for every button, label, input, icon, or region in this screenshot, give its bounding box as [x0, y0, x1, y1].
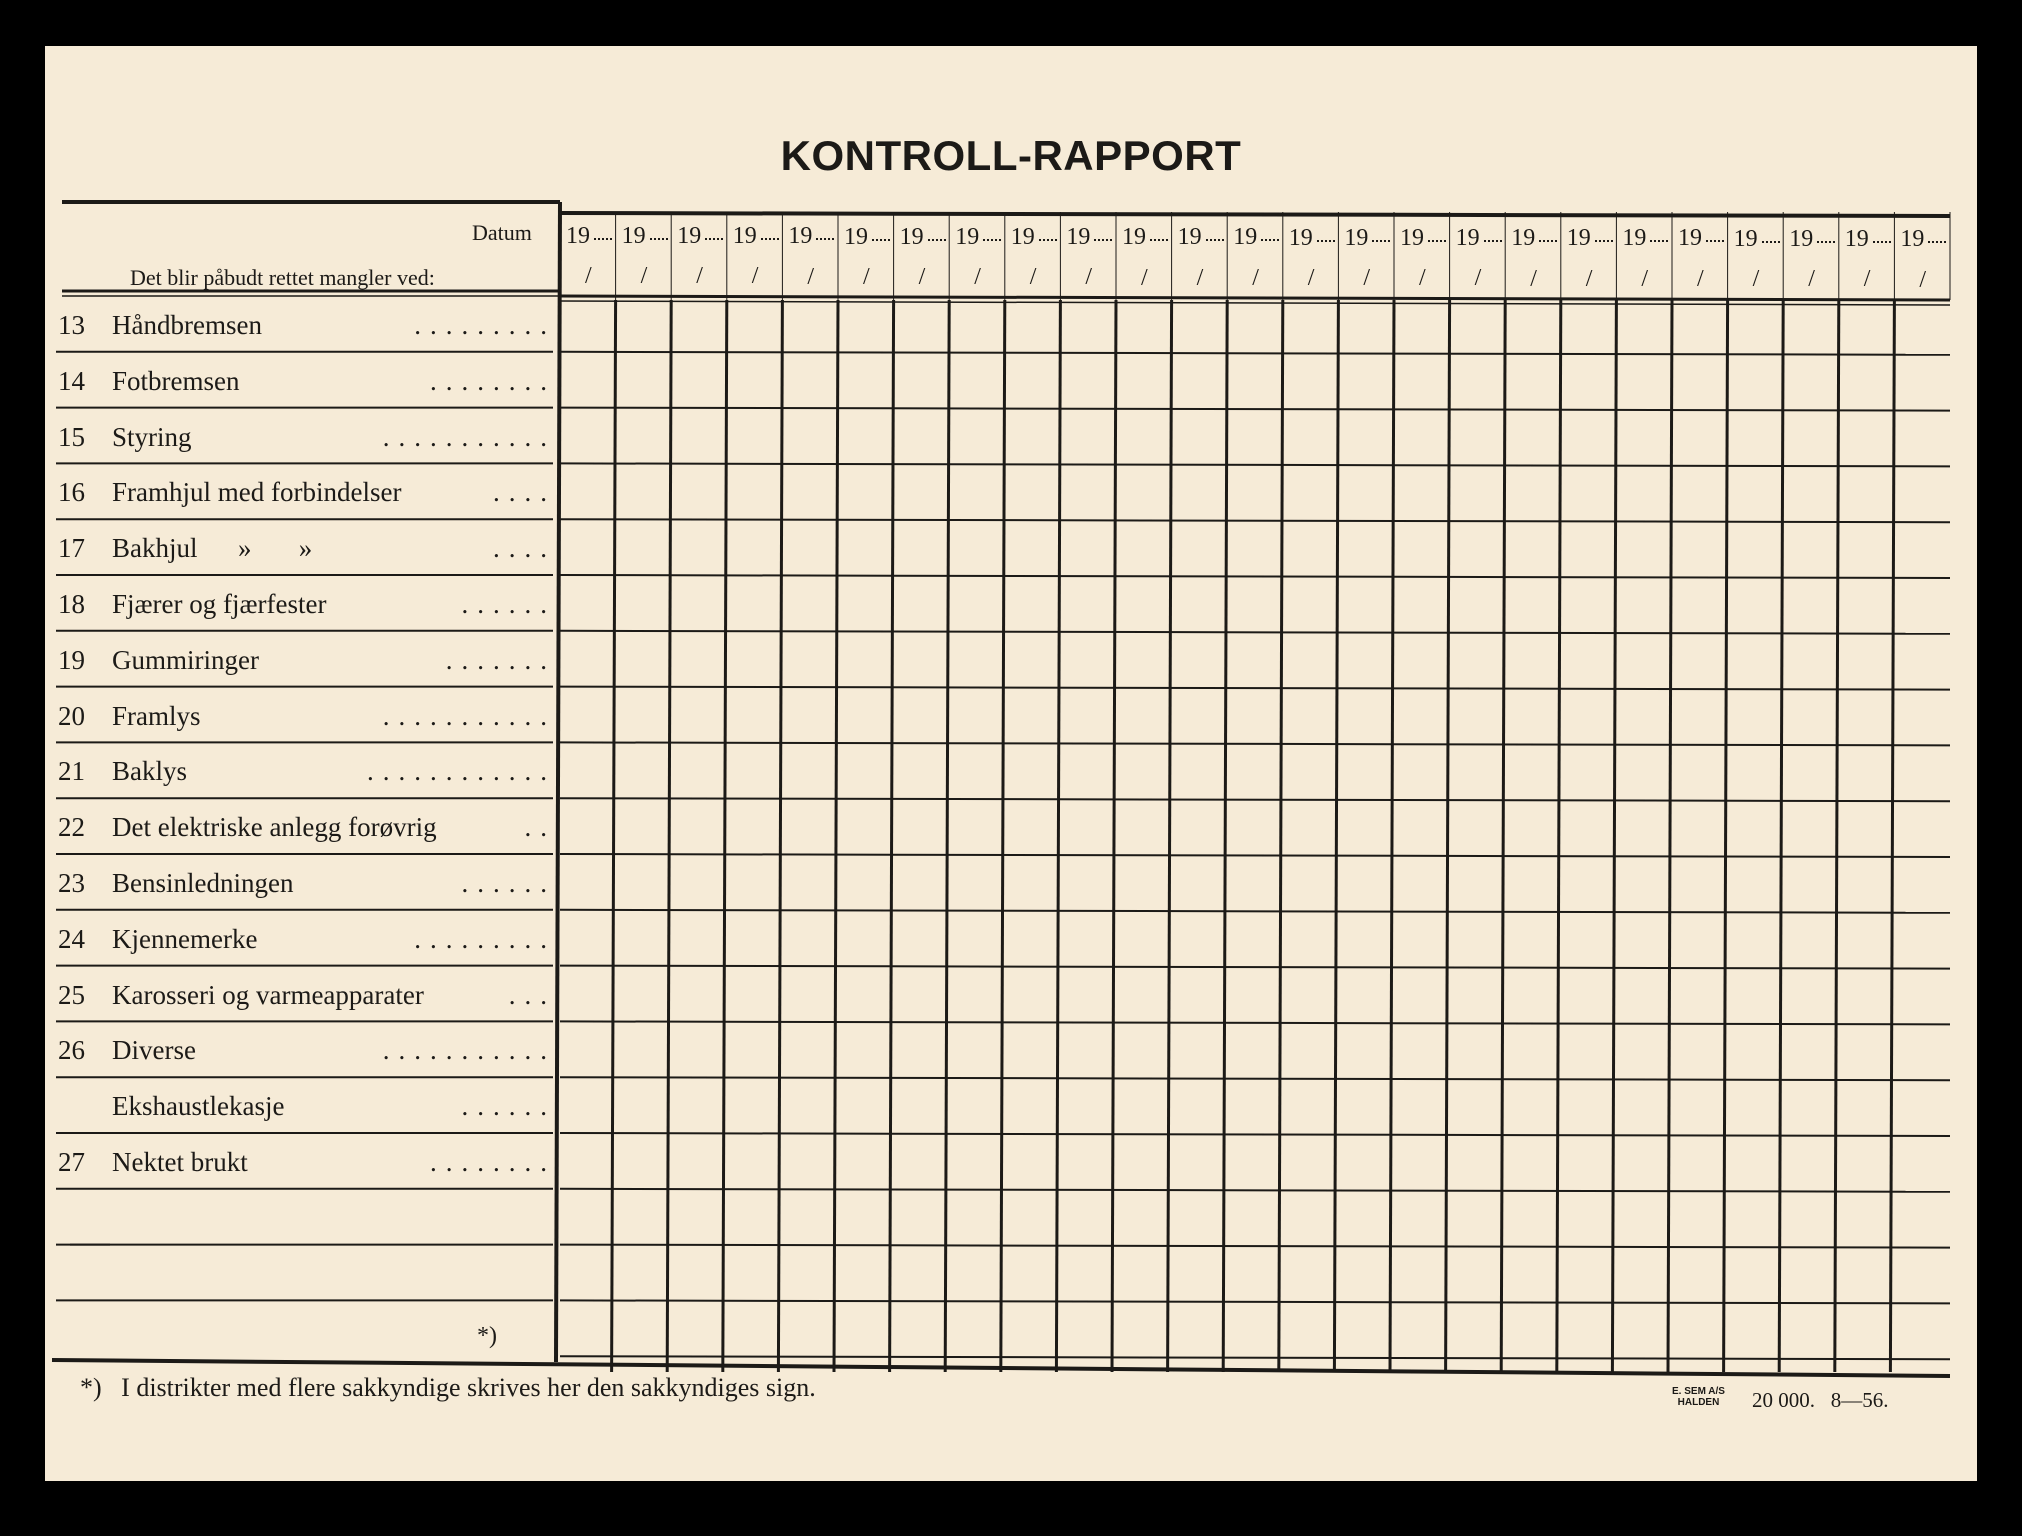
column-year: 19 [955, 223, 980, 250]
column-divider [723, 300, 727, 1372]
row-leader-dots: .... [493, 533, 556, 564]
row-label: Kjennemerke [112, 923, 258, 954]
printer-name: E. SEM A/S [1672, 1386, 1725, 1397]
row-label: Håndbremsen [112, 310, 262, 340]
row-number: 27 [58, 1147, 85, 1177]
row-label: Fjærer og fjærfester [112, 589, 327, 619]
column-date-slash: / [1307, 264, 1315, 291]
column-year: 19 [1066, 224, 1091, 251]
column-date-slash: / [751, 263, 759, 290]
row-rule-grid [560, 742, 1950, 745]
column-date-slash: / [1863, 266, 1871, 293]
column-date-slash: / [1363, 265, 1371, 292]
column-divider [1001, 300, 1005, 1372]
column-year-dots [1428, 240, 1446, 242]
column-year: 19 [1566, 225, 1591, 252]
row-number: 22 [58, 812, 85, 843]
column-divider [1724, 300, 1728, 1372]
row-rule-grid [560, 1189, 1950, 1192]
column-divider [1890, 300, 1894, 1372]
column-year: 19 [1511, 225, 1536, 252]
column-year-dots [1817, 241, 1835, 243]
row-leader-dots: ......... [414, 923, 556, 954]
column-divider [1279, 300, 1283, 1372]
row-leader-dots: ........... [382, 421, 556, 452]
row-rule-grid [560, 519, 1950, 522]
row-leader-dots: ......... [414, 310, 556, 340]
column-year: 19 [621, 223, 646, 250]
row-rule-grid [560, 687, 1950, 690]
column-divider [834, 300, 838, 1372]
column-year-dots [1484, 240, 1502, 242]
column-date-slash: / [696, 263, 703, 290]
row-rule-grid [560, 352, 1950, 355]
row-leader-dots: ...... [461, 868, 556, 898]
column-year: 19 [1789, 225, 1814, 252]
header-rule-right [560, 301, 1950, 305]
datum-label: Datum [472, 220, 532, 245]
column-year: 19 [1010, 223, 1035, 250]
row-number: 14 [58, 365, 85, 396]
column-date-slash: / [1752, 266, 1760, 293]
column-date-slash: / [863, 263, 870, 290]
row-label: Nektet brukt [112, 1147, 248, 1177]
column-divider [1501, 300, 1505, 1372]
row-label: Ekshaustlekasje [112, 1091, 285, 1122]
column-date-slash: / [1029, 264, 1037, 291]
column-year: 19 [1233, 224, 1258, 251]
column-year: 19 [1400, 224, 1424, 251]
row-rule-grid [560, 1245, 1950, 1248]
signature-mark: *) [477, 1323, 497, 1349]
column-date-slash: / [1919, 266, 1927, 293]
row-leader-dots: ........... [382, 1035, 556, 1066]
row-number: 24 [58, 923, 85, 954]
column-year-dots [1706, 240, 1724, 242]
row-rule-grid [560, 910, 1950, 913]
row-rule-grid [560, 631, 1950, 634]
column-year: 19 [1900, 225, 1925, 252]
column-year: 19 [566, 223, 590, 249]
row-number: 21 [58, 756, 85, 787]
column-year: 19 [844, 223, 868, 250]
column-divider [1112, 300, 1116, 1372]
column-divider [1446, 300, 1450, 1372]
column-year: 19 [1288, 224, 1313, 251]
row-number: 25 [58, 979, 85, 1010]
row-label: Fotbremsen [112, 365, 240, 396]
column-divider [945, 300, 949, 1372]
column-divider [1056, 300, 1060, 1372]
row-label: Karosseri og varmeapparater [112, 979, 424, 1010]
column-year-dots [1150, 239, 1168, 241]
column-date-slash: / [1641, 265, 1649, 292]
row-leader-dots: .. [524, 812, 556, 843]
row-leader-dots: ... [508, 979, 556, 1010]
column-year: 19 [1344, 224, 1369, 251]
row-leader-dots: ........... [382, 700, 556, 731]
column-date-slash: / [1474, 265, 1482, 292]
column-divider [667, 300, 671, 1372]
row-number: 13 [58, 310, 85, 340]
column-year-dots [1206, 239, 1224, 241]
instruction-subheading: Det blir påbudt rettet mangler ved: [130, 265, 435, 290]
column-year-dots [1539, 240, 1557, 242]
row-number: 23 [58, 868, 85, 898]
column-date-slash: / [1530, 265, 1537, 292]
row-rule-grid [560, 1300, 1950, 1303]
column-year: 19 [1455, 224, 1480, 251]
edition-note: 20 000. 8—56. [1752, 1388, 1889, 1412]
column-divider [778, 300, 782, 1372]
column-divider [1223, 300, 1227, 1372]
row-rule-grid [560, 408, 1950, 411]
row-rule-grid [560, 1133, 1950, 1136]
row-number: 16 [58, 477, 85, 508]
row-number: 15 [58, 421, 85, 452]
column-divider [1334, 300, 1338, 1372]
column-year-dots [705, 238, 723, 240]
column-divider [612, 300, 616, 1372]
row-number: 17 [58, 533, 85, 564]
column-year-dots [1094, 239, 1112, 241]
column-year: 19 [732, 223, 757, 250]
row-label: Gummiringer [112, 644, 259, 675]
column-year-dots [983, 239, 1001, 241]
column-date-slash: / [1808, 266, 1815, 293]
column-year-dots [594, 238, 612, 240]
column-year: 19 [788, 223, 813, 250]
row-leader-dots: ........ [430, 365, 556, 396]
row-number: 18 [58, 589, 85, 619]
column-date-slash: / [585, 263, 592, 289]
column-date-slash: / [1252, 264, 1259, 291]
printer-city: HALDEN [1677, 1397, 1720, 1408]
column-year: 19 [1844, 225, 1869, 252]
column-divider [1390, 300, 1394, 1372]
row-label: Diverse [112, 1035, 196, 1066]
row-leader-dots: .... [493, 477, 556, 508]
column-date-slash: / [1697, 266, 1704, 292]
column-date-slash: / [807, 263, 815, 290]
column-year-dots [816, 238, 834, 240]
column-year-dots [1762, 241, 1780, 243]
row-number: 19 [58, 644, 85, 675]
column-date-slash: / [1585, 265, 1593, 292]
column-year-dots [1595, 240, 1613, 242]
column-date-slash: / [974, 264, 981, 291]
row-leader-dots: ...... [461, 589, 556, 619]
column-year-dots [1261, 239, 1279, 241]
column-year: 19 [1122, 224, 1146, 251]
column-divider [890, 300, 894, 1372]
row-label: Framlys [112, 700, 201, 731]
column-year: 19 [899, 223, 924, 250]
row-leader-dots: ........ [430, 1147, 556, 1177]
column-year-dots [872, 239, 890, 241]
column-date-slash: / [1196, 264, 1204, 291]
column-year-dots [1928, 241, 1946, 243]
column-year: 19 [1733, 225, 1758, 252]
column-divider [1612, 300, 1616, 1372]
column-year-dots [1873, 241, 1891, 243]
footnote: *) I distrikter med flere sakkyndige skrives her den sakkyndiges sign. [80, 1373, 816, 1402]
row-leader-dots: ............ [367, 756, 556, 787]
column-year-dots [1039, 239, 1057, 241]
column-divider [1557, 300, 1561, 1372]
row-leader-dots: ...... [461, 1091, 556, 1122]
column-date-slash: / [1085, 264, 1093, 291]
column-year-dots [650, 238, 668, 240]
label-divider [556, 202, 560, 1362]
row-leader-dots: ....... [445, 644, 556, 675]
column-year: 19 [1622, 225, 1647, 252]
column-year-dots [1317, 240, 1335, 242]
row-rule-grid [560, 966, 1950, 969]
row-label: Det elektriske anlegg forøvrig [112, 812, 437, 843]
top-rule-right [560, 213, 1950, 216]
column-year-dots [1650, 240, 1668, 242]
column-date-slash: / [1419, 265, 1426, 292]
row-number: 26 [58, 1035, 85, 1066]
column-date-slash: / [918, 263, 926, 290]
row-rule-grid [560, 854, 1950, 857]
row-label: Baklys [112, 756, 188, 787]
column-divider [1779, 300, 1783, 1372]
column-divider [1835, 300, 1839, 1372]
column-year: 19 [1177, 224, 1202, 251]
form-title: KONTROLL-RAPPORT [780, 132, 1242, 179]
column-date-slash: / [1141, 264, 1148, 291]
column-year-dots [761, 238, 779, 240]
row-rule-grid [560, 1021, 1950, 1024]
header-rule-right [560, 296, 1950, 300]
row-rule-grid [560, 798, 1950, 801]
row-number: 20 [58, 700, 85, 731]
row-label: Styring [112, 421, 192, 452]
column-date-slash: / [640, 263, 648, 290]
column-divider [1168, 300, 1172, 1372]
row-label: Bensinledningen [112, 868, 294, 898]
row-rule-grid [560, 463, 1950, 466]
row-label: Bakhjul » » [112, 533, 313, 564]
row-label: Framhjul med forbindelser [112, 477, 402, 508]
column-year-dots [928, 239, 946, 241]
row-rule-grid [560, 1077, 1950, 1080]
column-year: 19 [1678, 225, 1702, 252]
column-divider [1668, 300, 1672, 1372]
printer-mark [1672, 1386, 1725, 1408]
row-rule-grid [560, 1356, 1950, 1359]
column-year-dots [1372, 240, 1390, 242]
column-year: 19 [677, 223, 702, 250]
row-rule-grid [560, 575, 1950, 578]
